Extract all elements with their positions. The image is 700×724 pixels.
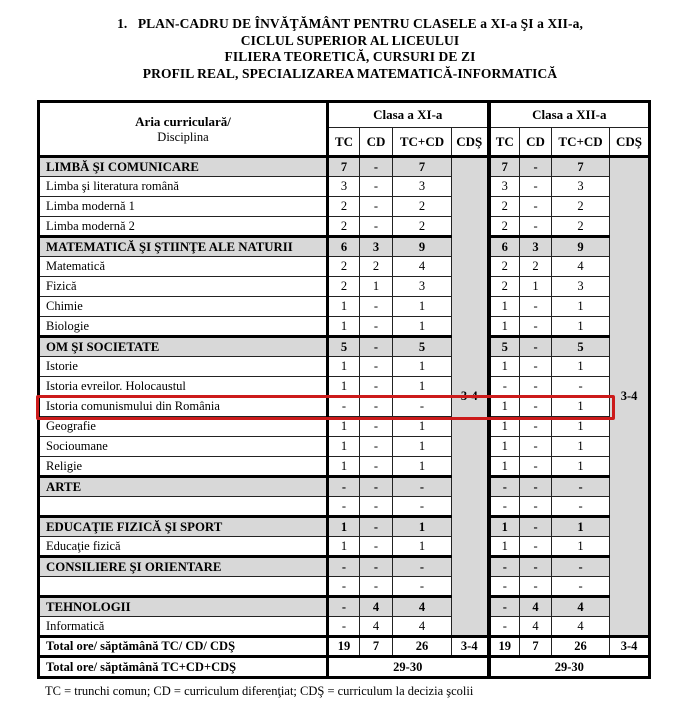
total-cell-cds-xi: 3-4 <box>452 637 489 657</box>
cds-merged-cell-xii: 3-4 <box>610 157 650 637</box>
total-row-label: Total ore/ săptămână TC/ CD/ CDŞ <box>39 637 328 657</box>
cell-cd-xii: - <box>520 537 552 557</box>
cell-tccd-xii: 2 <box>552 197 610 217</box>
table-row <box>39 357 650 377</box>
cell-tc-xi: - <box>328 397 360 417</box>
table-row <box>39 537 650 557</box>
header-cds-xii: CDŞ <box>610 128 650 157</box>
cell-cd-xi: - <box>360 537 393 557</box>
row-label: TEHNOLOGII <box>39 597 328 617</box>
cell-tc-xi: - <box>328 497 360 517</box>
cell-tc-xi: 1 <box>328 457 360 477</box>
header-cds-xi: CDŞ <box>452 128 489 157</box>
cell-tc-xii: 1 <box>489 417 520 437</box>
header-tccd-xi: TC+CD <box>393 128 452 157</box>
cell-cd-xii: - <box>520 577 552 597</box>
cell-tccd-xii: - <box>552 557 610 577</box>
cell-tccd-xi: 4 <box>393 257 452 277</box>
cell-cd-xi: - <box>360 517 393 537</box>
row-label: Istoria evreilor. Holocaustul <box>39 377 328 397</box>
cell-tc-xi: 3 <box>328 177 360 197</box>
cell-tccd-xi: 1 <box>393 377 452 397</box>
cell-cd-xi: - <box>360 217 393 237</box>
cell-tccd-xi: 5 <box>393 337 452 357</box>
cell-tccd-xi: 3 <box>393 277 452 297</box>
total-sum-xii: 29-30 <box>489 657 650 678</box>
cell-cd-xii: - <box>520 497 552 517</box>
cell-tccd-xi: 1 <box>393 317 452 337</box>
row-label <box>39 577 328 597</box>
cell-tccd-xii: 1 <box>552 437 610 457</box>
row-label: Limba modernă 1 <box>39 197 328 217</box>
cell-cd-xii: - <box>520 437 552 457</box>
footnote: TC = trunchi comun; CD = curriculum diferenţiat; CDŞ = curriculum la decizia şcolii <box>45 684 474 698</box>
header-clasa-xi: Clasa a XI-a <box>328 102 489 128</box>
table-row <box>39 277 650 297</box>
cell-tc-xii: 1 <box>489 317 520 337</box>
cell-tc-xii: 2 <box>489 197 520 217</box>
curriculum-table <box>37 100 651 679</box>
cell-tc-xi: 2 <box>328 197 360 217</box>
header-clasa-xii: Clasa a XII-a <box>489 102 650 128</box>
title-line-3: FILIERA TEORETICĂ, CURSURI DE ZI <box>224 49 476 64</box>
cell-cd-xi: - <box>360 457 393 477</box>
cell-tccd-xi: 1 <box>393 297 452 317</box>
cell-cd-xi: - <box>360 317 393 337</box>
header-cd-xii: CD <box>520 128 552 157</box>
cell-tc-xii: 1 <box>489 397 520 417</box>
cell-tc-xii: 3 <box>489 177 520 197</box>
cell-tccd-xii: 3 <box>552 277 610 297</box>
table-row <box>39 457 650 477</box>
table-row <box>39 217 650 237</box>
cds-merged-cell-xi: 3-4 <box>452 157 489 637</box>
cell-tccd-xii: 4 <box>552 597 610 617</box>
cell-cd-xii: - <box>520 197 552 217</box>
header-disciplina-line: Disciplina <box>157 129 209 144</box>
header-tc-xii: TC <box>489 128 520 157</box>
cell-tc-xi: - <box>328 597 360 617</box>
title-line-4: PROFIL REAL, SPECIALIZAREA MATEMATICĂ-INFORMATICĂ <box>142 65 558 81</box>
cell-cd-xii: - <box>520 357 552 377</box>
cell-tc-xii: 2 <box>489 217 520 237</box>
cell-cd-xii: - <box>520 517 552 537</box>
table-row <box>39 617 650 637</box>
total-row-tc-cd-cds <box>39 637 650 657</box>
table-row <box>39 577 650 597</box>
total-cell-cds-xii: 3-4 <box>610 637 650 657</box>
cell-tc-xii: - <box>489 617 520 637</box>
cell-tc-xi: 2 <box>328 277 360 297</box>
cell-tc-xi: - <box>328 477 360 497</box>
table-row <box>39 257 650 277</box>
table-row <box>39 157 650 177</box>
cell-tc-xii: 1 <box>489 517 520 537</box>
cell-cd-xi: - <box>360 297 393 317</box>
cell-tccd-xi: - <box>393 497 452 517</box>
row-label: Fizică <box>39 277 328 297</box>
cell-cd-xii: - <box>520 337 552 357</box>
title-line-2: CICLUL SUPERIOR AL LICEULUI <box>240 32 460 48</box>
row-label: Matematică <box>39 257 328 277</box>
row-label: CONSILIERE ŞI ORIENTARE <box>39 557 328 577</box>
cell-tc-xii: 1 <box>489 537 520 557</box>
row-label: Socioumane <box>39 437 328 457</box>
cell-cd-xii: 4 <box>520 617 552 637</box>
header-cd-xi: CD <box>360 128 393 157</box>
cell-cd-xii: - <box>520 217 552 237</box>
cell-tc-xi: 1 <box>328 417 360 437</box>
cell-tccd-xii: 4 <box>552 257 610 277</box>
cell-cd-xii: 4 <box>520 597 552 617</box>
cell-cd-xi: - <box>360 577 393 597</box>
row-label: Informatică <box>39 617 328 637</box>
cell-tc-xii: - <box>489 377 520 397</box>
cell-tccd-xii: 7 <box>552 157 610 177</box>
cell-cd-xi: 3 <box>360 237 393 257</box>
cell-cd-xi: - <box>360 417 393 437</box>
cell-tccd-xii: 4 <box>552 617 610 637</box>
cell-cd-xi: - <box>360 337 393 357</box>
header-row-class <box>39 102 650 128</box>
row-label: OM ŞI SOCIETATE <box>39 337 328 357</box>
header-aria-line: Aria curriculară/ <box>135 113 231 129</box>
cell-tc-xii: - <box>489 557 520 577</box>
cell-tccd-xii: 1 <box>552 357 610 377</box>
row-label: Religie <box>39 457 328 477</box>
cell-tccd-xii: 5 <box>552 337 610 357</box>
cell-tc-xi: 6 <box>328 237 360 257</box>
total-cell-tccd-xi: 26 <box>393 637 452 657</box>
cell-tccd-xi: - <box>393 557 452 577</box>
cell-cd-xi: - <box>360 197 393 217</box>
cell-tccd-xii: - <box>552 377 610 397</box>
cell-tccd-xi: 1 <box>393 417 452 437</box>
cell-tccd-xii: 1 <box>552 517 610 537</box>
cell-tccd-xii: - <box>552 577 610 597</box>
cell-tccd-xii: 1 <box>552 537 610 557</box>
cell-tc-xii: 6 <box>489 237 520 257</box>
table-row <box>39 237 650 257</box>
cell-tccd-xi: 2 <box>393 197 452 217</box>
cell-tc-xi: 7 <box>328 157 360 177</box>
cell-cd-xi: - <box>360 157 393 177</box>
cell-tc-xi: 1 <box>328 317 360 337</box>
cell-tc-xi: 1 <box>328 377 360 397</box>
row-label: Istorie <box>39 357 328 377</box>
total-cell-cd-xii: 7 <box>520 637 552 657</box>
row-label: ARTE <box>39 477 328 497</box>
cell-tc-xii: 7 <box>489 157 520 177</box>
row-label: Istoria comunismului din România <box>39 397 328 417</box>
table-row <box>39 557 650 577</box>
cell-tc-xii: 1 <box>489 297 520 317</box>
table-row <box>39 417 650 437</box>
cell-cd-xi: - <box>360 177 393 197</box>
cell-tc-xi: 1 <box>328 517 360 537</box>
cell-tc-xi: 1 <box>328 537 360 557</box>
cell-tccd-xi: - <box>393 577 452 597</box>
cell-tc-xi: 5 <box>328 337 360 357</box>
cell-tccd-xii: 1 <box>552 417 610 437</box>
row-label: MATEMATICĂ ŞI ŞTIINŢE ALE NATURII <box>39 237 328 257</box>
cell-cd-xii: 3 <box>520 237 552 257</box>
row-label: Biologie <box>39 317 328 337</box>
cell-cd-xii: - <box>520 377 552 397</box>
cell-tc-xi: - <box>328 617 360 637</box>
cell-tc-xi: 2 <box>328 257 360 277</box>
cell-cd-xi: 4 <box>360 597 393 617</box>
cell-cd-xii: - <box>520 457 552 477</box>
table-row <box>39 377 650 397</box>
cell-tccd-xi: 1 <box>393 357 452 377</box>
cell-cd-xi: - <box>360 377 393 397</box>
header-aria-disciplina <box>39 102 328 157</box>
cell-tc-xii: 5 <box>489 337 520 357</box>
cell-tccd-xi: 7 <box>393 157 452 177</box>
cell-tccd-xi: - <box>393 397 452 417</box>
cell-tccd-xi: - <box>393 477 452 497</box>
cell-tc-xi: - <box>328 557 360 577</box>
cell-cd-xii: - <box>520 317 552 337</box>
row-label: Geografie <box>39 417 328 437</box>
cell-cd-xii: - <box>520 157 552 177</box>
cell-cd-xii: - <box>520 297 552 317</box>
cell-cd-xii: - <box>520 397 552 417</box>
cell-tccd-xi: 3 <box>393 177 452 197</box>
cell-tccd-xii: - <box>552 477 610 497</box>
total-cell-tc-xii: 19 <box>489 637 520 657</box>
cell-tc-xii: 1 <box>489 457 520 477</box>
table-row-istoria-comunismului <box>39 397 650 417</box>
header-tc-xi: TC <box>328 128 360 157</box>
cell-tc-xii: 1 <box>489 357 520 377</box>
cell-tccd-xi: 4 <box>393 617 452 637</box>
row-label: Educaţie fizică <box>39 537 328 557</box>
row-label: LIMBĂ ŞI COMUNICARE <box>39 157 328 177</box>
cell-cd-xi: - <box>360 437 393 457</box>
table-row <box>39 337 650 357</box>
total-cell-tccd-xii: 26 <box>552 637 610 657</box>
title-line-1: 1. PLAN-CADRU DE ÎNVĂŢĂMÂNT PENTRU CLASELE a XI-a ŞI a XII-a, <box>117 16 583 31</box>
row-label <box>39 497 328 517</box>
cell-cd-xi: - <box>360 477 393 497</box>
cell-cd-xi: - <box>360 497 393 517</box>
total-sum-label: Total ore/ săptămână TC+CD+CDŞ <box>39 657 328 678</box>
cell-tccd-xi: 4 <box>393 597 452 617</box>
cell-tc-xii: - <box>489 597 520 617</box>
cell-tccd-xii: - <box>552 497 610 517</box>
cell-cd-xii: - <box>520 417 552 437</box>
cell-cd-xii: - <box>520 477 552 497</box>
cell-tccd-xii: 2 <box>552 217 610 237</box>
cell-tc-xii: 1 <box>489 437 520 457</box>
table-row <box>39 517 650 537</box>
total-cell-tc-xi: 19 <box>328 637 360 657</box>
table-row <box>39 597 650 617</box>
cell-tccd-xii: 3 <box>552 177 610 197</box>
cell-tc-xii: - <box>489 497 520 517</box>
total-cell-cd-xi: 7 <box>360 637 393 657</box>
cell-cd-xi: 4 <box>360 617 393 637</box>
table-row <box>39 197 650 217</box>
cell-cd-xii: - <box>520 177 552 197</box>
cell-tccd-xi: 1 <box>393 437 452 457</box>
table-row <box>39 177 650 197</box>
table-row <box>39 317 650 337</box>
cell-tc-xi: 2 <box>328 217 360 237</box>
cell-tccd-xi: 1 <box>393 537 452 557</box>
cell-tccd-xi: 1 <box>393 457 452 477</box>
document-title <box>0 0 700 82</box>
table-row <box>39 297 650 317</box>
cell-cd-xi: - <box>360 557 393 577</box>
cell-tc-xi: 1 <box>328 437 360 457</box>
table-row <box>39 437 650 457</box>
cell-cd-xii: 1 <box>520 277 552 297</box>
cell-tc-xii: 2 <box>489 257 520 277</box>
cell-tc-xi: 1 <box>328 297 360 317</box>
cell-tc-xii: 2 <box>489 277 520 297</box>
cell-cd-xii: 2 <box>520 257 552 277</box>
row-label: Chimie <box>39 297 328 317</box>
total-sum-xi: 29-30 <box>328 657 489 678</box>
header-tccd-xii: TC+CD <box>552 128 610 157</box>
cell-tccd-xii: 1 <box>552 317 610 337</box>
table-row <box>39 497 650 517</box>
cell-tccd-xii: 1 <box>552 457 610 477</box>
cell-tc-xi: 1 <box>328 357 360 377</box>
cell-tc-xii: - <box>489 477 520 497</box>
cell-tccd-xii: 1 <box>552 397 610 417</box>
row-label: Limba modernă 2 <box>39 217 328 237</box>
cell-cd-xii: - <box>520 557 552 577</box>
row-label: Limba şi literatura română <box>39 177 328 197</box>
cell-cd-xi: 1 <box>360 277 393 297</box>
total-row-sum <box>39 657 650 678</box>
cell-tccd-xi: 2 <box>393 217 452 237</box>
cell-cd-xi: - <box>360 397 393 417</box>
cell-tccd-xi: 9 <box>393 237 452 257</box>
cell-cd-xi: 2 <box>360 257 393 277</box>
cell-tccd-xi: 1 <box>393 517 452 537</box>
cell-tc-xi: - <box>328 577 360 597</box>
table-row <box>39 477 650 497</box>
cell-tc-xii: - <box>489 577 520 597</box>
cell-tccd-xii: 9 <box>552 237 610 257</box>
row-label: EDUCAŢIE FIZICĂ ŞI SPORT <box>39 517 328 537</box>
cell-cd-xi: - <box>360 357 393 377</box>
cell-tccd-xii: 1 <box>552 297 610 317</box>
